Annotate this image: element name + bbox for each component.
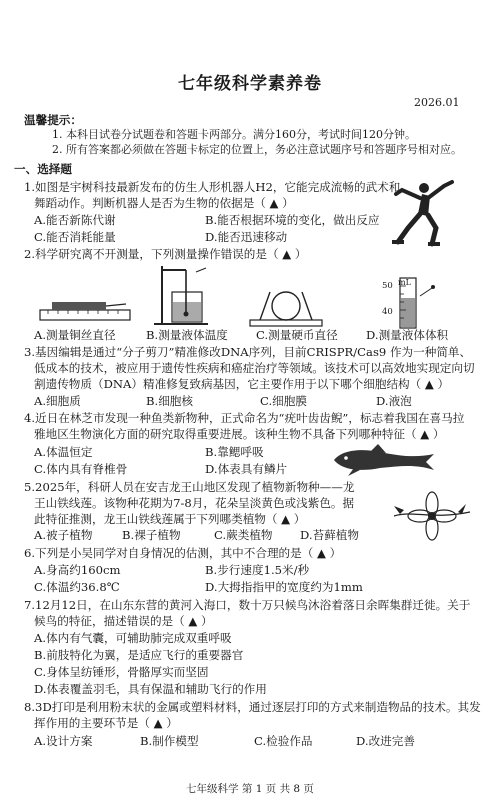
- q8-line-1: 8.3D打印是利用粉末状的金属或塑料材料，通过逐层打印的方式来制造物品的技术。其发: [24, 700, 481, 714]
- q4-option-d: D.体表具有鳞片: [205, 462, 288, 476]
- q1-option-d: D.能否迅速移动: [205, 230, 288, 244]
- thermometer-beaker-diagram: [152, 262, 214, 328]
- q3-option-c: C.细胞膜: [260, 394, 307, 408]
- q5-line-1: 5.2025年，科研人员在安吉龙王山地区发现了植物新物种——龙: [24, 480, 355, 494]
- q7-option-b: B.前肢特化为翼，是适应飞行的重要器官: [34, 648, 244, 662]
- q3-line-2: 低成本的技术，被应用于遗传性疾病和癌症治疗等领域。该技术可以高效地实现定向切: [34, 361, 475, 375]
- robot-figure: [388, 180, 458, 248]
- page-title: 七年级科学素养卷: [178, 74, 322, 94]
- q3-line-1: 3.基因编辑是通过“分子剪刀”精准修改DNA序列，目前CRISPR/Cas9 作为一种简单、: [24, 345, 472, 359]
- q6-line-1: 6.下列是小吴同学对自身情况的估测，其中不合理的是（ ▲ ）: [24, 546, 342, 560]
- cylinder-unit: mL: [398, 278, 411, 287]
- q2-line-1: 2.科学研究离不开测量，下列测量操作错误的是（ ▲ ）: [24, 247, 307, 261]
- q7-line-1: 7.12月12日，在山东东营的黄河入海口，数十万只候鸟沐浴着落日余晖集群迁徙。关于: [24, 598, 471, 612]
- q2-option-c: C.测量硬币直径: [256, 328, 338, 342]
- q5-option-a: A.被子植物: [34, 528, 93, 542]
- q4-line-2: 雅地区生物演化方面的研究取得重要进展。该种生物不具备下列哪种特征（ ▲ ）: [34, 427, 445, 441]
- q1-line-1: 1.如图是宇树科技最新发布的仿生人形机器人H2，它能完成流畅的武术和: [24, 180, 401, 194]
- q1-option-b: B.能否根据环境的变化，做出反应: [205, 213, 380, 227]
- notice-line-2: 2. 所有答案都必须做在答题卡标定的位置上，务必注意试题序号和答题序号相对应。: [52, 143, 462, 156]
- q7-line-2: 候鸟的特征，描述错误的是（ ▲ ）: [34, 614, 213, 628]
- q2-option-a: A.测量铜丝直径: [34, 328, 116, 342]
- q4-line-1: 4.近日在林芝市发现一种鱼类新物种，正式命名为“疣叶齿齿鲵”，标志着我国在喜马拉: [24, 411, 465, 425]
- page-footer: 七年级科学 第 1 页 共 8 页: [186, 783, 314, 795]
- fish-illustration: [330, 442, 440, 478]
- q5-line-3: 此特征推测，龙王山铁线莲属于下列哪类植物（ ▲ ）: [34, 512, 306, 526]
- q3-option-b: B.细胞核: [146, 394, 193, 408]
- q4-option-c: C.体内具有脊椎骨: [34, 462, 128, 476]
- q2-option-d: D.测量液体体积: [366, 328, 449, 342]
- q1-option-a: A.能否新陈代谢: [34, 213, 116, 227]
- q6-option-a: A.身高约160cm: [34, 563, 121, 577]
- cylinder-mark-40: 40: [382, 307, 393, 317]
- cylinder-mark-50: 50: [382, 281, 393, 291]
- coin-ruler-diagram: [248, 288, 324, 328]
- q6-option-b: B.步行速度1.5米/秒: [205, 563, 310, 577]
- q4-option-b: B.靠鳃呼吸: [205, 445, 264, 459]
- notice-heading: 温馨提示：: [24, 113, 82, 127]
- q8-option-d: D.改进完善: [356, 734, 415, 748]
- q8-line-2: 挥作用的主要环节是（ ▲ ）: [34, 716, 178, 730]
- q8-option-c: C.检验作品: [254, 734, 313, 748]
- q7-option-a: A.体内有气囊，可辅助肺完成双重呼吸: [34, 631, 232, 645]
- q5-option-c: C.蕨类植物: [214, 528, 273, 542]
- q8-option-b: B.制作模型: [140, 734, 199, 748]
- q3-line-3: 割遗传物质（DNA）精准修复致病基因，它主要作用于以下哪个细胞结构（ ▲ ）: [34, 377, 450, 391]
- q6-option-d: D.大拇指指甲的宽度约为1mm: [205, 580, 363, 594]
- q5-line-2: 王山铁线莲。该物种花期为7-8月，花朵呈淡黄色或浅紫色。据: [34, 496, 355, 510]
- q4-option-a: A.体温恒定: [34, 445, 93, 459]
- clematis-flower-illustration: [392, 490, 472, 542]
- q3-option-d: D.液泡: [376, 394, 412, 408]
- section-heading: 一、选择题: [14, 162, 72, 176]
- q7-option-c: C.身体呈纺锤形，骨骼厚实而坚固: [34, 665, 209, 679]
- q1-option-c: C.能否消耗能量: [34, 230, 116, 244]
- q6-option-c: C.体温约36.8℃: [34, 580, 120, 594]
- q3-option-a: A.细胞质: [34, 394, 81, 408]
- q1-line-2: 舞蹈动作。判断机器人是否为生物的依据是（ ▲ ）: [34, 196, 294, 210]
- exam-date: 2026.01: [414, 96, 460, 109]
- copper-wire-ruler-diagram: [38, 296, 134, 326]
- q5-option-b: B.裸子植物: [122, 528, 181, 542]
- notice-line-1: 1. 本科目试卷分试题卷和答题卡两部分。满分160分，考试时间120分钟。: [52, 128, 416, 141]
- q5-option-d: D.苔藓植物: [300, 528, 359, 542]
- q2-option-b: B.测量液体温度: [146, 328, 228, 342]
- q8-option-a: A.设计方案: [34, 734, 93, 748]
- q7-option-d: D.体表覆盖羽毛，具有保温和辅助飞行的作用: [34, 682, 267, 696]
